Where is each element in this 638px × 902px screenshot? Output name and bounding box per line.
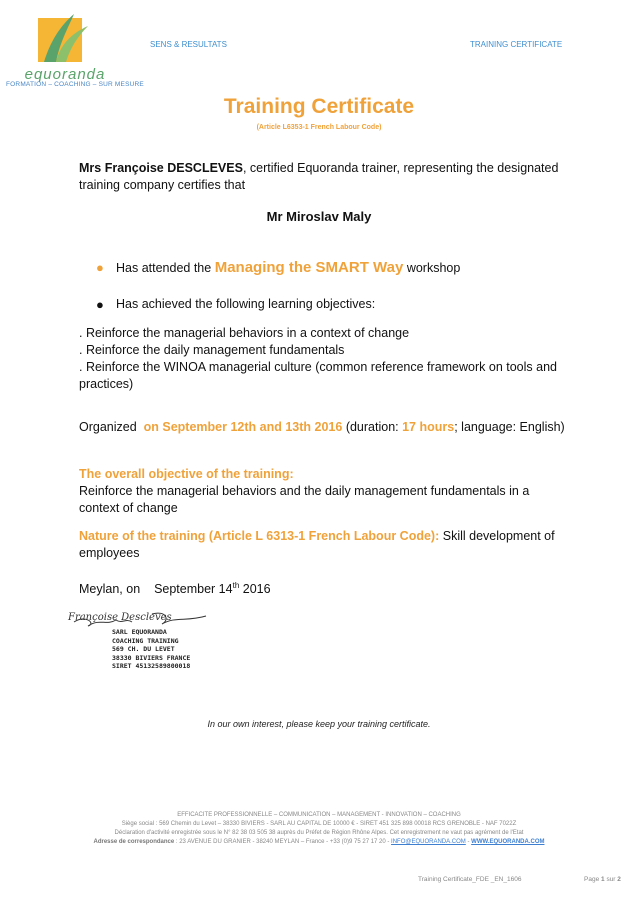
trainer-name: Mrs Françoise DESCLEVES <box>79 161 243 175</box>
objective-text: Reinforce the managerial behaviors and the daily management fundamentals in a context of change <box>79 484 530 515</box>
objectives-intro: Has achieved the following learning objectives: <box>116 297 376 311</box>
training-language: ; language: English) <box>454 420 565 434</box>
attended-prefix: Has attended the <box>116 261 212 275</box>
objective-item: . Reinforce the daily management fundamentals <box>79 343 345 357</box>
attended-suffix: workshop <box>406 261 461 275</box>
stamp-line: SARL EQUORANDA <box>112 628 167 636</box>
bullet-attended <box>96 259 576 277</box>
correspondence-address: : 23 AVENUE DU GRANIER - 38240 MEYLAN – France - +33 (0)9 75 27 17 20 - <box>174 839 392 845</box>
objective-heading: The overall objective of the training: <box>79 467 294 481</box>
training-duration: 17 hours <box>402 420 455 434</box>
objective-item: . Reinforce the WINOA managerial culture (common reference framework on tools and practices) <box>79 360 557 391</box>
footer-services: EFFICACITE PROFESSIONNELLE – COMMUNICATION – MANAGEMENT - INNOVATION – COACHING <box>177 812 461 818</box>
stamp-line: 38330 BIVIERS FRANCE <box>112 653 191 662</box>
organized-line <box>79 419 569 436</box>
logo-wordmark: equoranda <box>24 66 106 83</box>
page-number <box>584 876 621 883</box>
header-left: SENS & RESULTATS <box>150 40 227 49</box>
company-stamp <box>112 628 190 671</box>
footer-correspondence <box>0 838 638 847</box>
duration-prefix: (duration: <box>345 420 399 434</box>
sign-year: 2016 <box>242 582 271 597</box>
signature-stamp <box>66 606 246 686</box>
stamp-line: SIRET 45132589800018 <box>112 662 191 670</box>
objective-item: . Reinforce the managerial behaviors in a context of change <box>79 326 410 340</box>
intro-rest: , certified Equoranda trainer, representing the designated training company certifies that <box>79 161 559 192</box>
bullet-dot-icon: ● <box>96 260 104 275</box>
footer-separator: - <box>465 839 472 845</box>
place-date <box>79 577 569 598</box>
overall-objective <box>79 466 569 517</box>
date-ordinal: th <box>232 581 240 590</box>
workshop-name: Managing the SMART Way <box>214 259 404 276</box>
intro-paragraph <box>79 160 569 194</box>
page-subtitle: (Article L6353-1 French Labour Code) <box>256 124 382 131</box>
training-dates: on September 12th and 13th 2016 <box>143 420 343 434</box>
nature-text: Skill development of employees <box>79 529 555 560</box>
page-title: Training Certificate <box>223 95 415 118</box>
equoranda-logo-icon <box>30 12 102 68</box>
total-pages: 2 <box>617 876 621 883</box>
bullet-objectives <box>96 296 576 313</box>
signature-text: Françoise Descleves <box>68 612 172 623</box>
stamp-line: COACHING TRAINING <box>112 636 179 645</box>
objectives-list <box>79 325 569 393</box>
keep-certificate-note: In our own interest, please keep your training certificate. <box>207 719 431 729</box>
stamp-line: 569 CH. DU LEVET <box>112 645 175 653</box>
logo-tagline: FORMATION – COACHING – SUR MESURE <box>6 81 144 88</box>
footer-declaration: Déclaration d'activité enregistrée sous le N° 82 38 03 505 38 auprès du Préfet de Région Rhône Alpes. Cet enregistrement ne vaut pas agrément de l'Etat <box>114 830 524 836</box>
page-separator: sur <box>606 876 616 883</box>
organized-label: Organized <box>79 420 137 434</box>
current-page: 1 <box>601 876 605 883</box>
bullet-dot-icon: ● <box>96 297 104 312</box>
sign-date: September 14 <box>154 582 233 597</box>
header-right: TRAINING CERTIFICATE <box>470 40 563 49</box>
website-link[interactable]: WWW.EQUORANDA.COM <box>471 839 545 845</box>
place: Meylan, on <box>79 582 141 597</box>
nature-heading: Nature of the training (Article L 6313-1 French Labour Code): <box>79 529 440 543</box>
page-prefix: Page <box>584 876 600 883</box>
trainee-name: Mr Miroslav Maly <box>266 209 372 224</box>
training-nature <box>79 528 569 562</box>
footer-registered-office: Siège social : 569 Chemin du Levet – 38330 BIVIERS - SARL AU CAPITAL DE 10000 € - SIRET 451 325 898 00018 RCS GRENOBLE - NAF 7022Z <box>121 821 517 827</box>
email-link[interactable]: INFO@EQUORANDA.COM <box>391 839 466 845</box>
document-reference: Training Certificate_FDE _EN_1606 <box>418 876 522 883</box>
correspondence-label: Adresse de correspondance <box>93 839 175 845</box>
